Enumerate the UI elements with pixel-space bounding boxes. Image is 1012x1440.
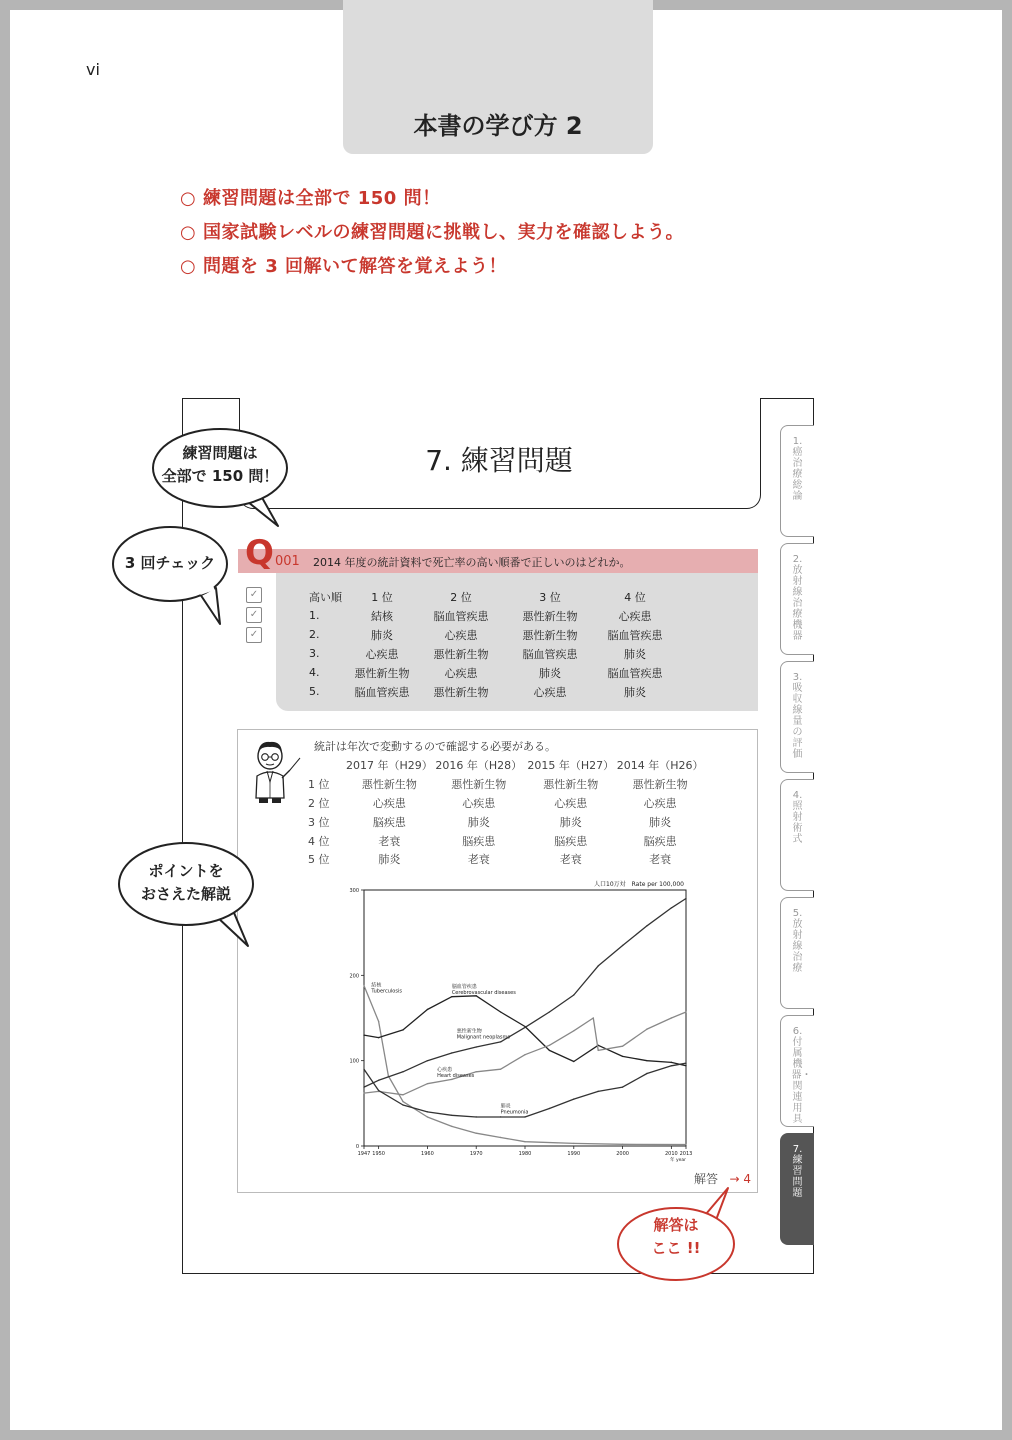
- series-5-point: [622, 1086, 623, 1087]
- e-cell: 心疾患: [554, 796, 588, 810]
- y-tick-label: 0: [355, 1144, 359, 1150]
- series-5-point: [500, 1116, 501, 1117]
- series-5-point: [524, 1116, 525, 1117]
- e-cell: 心疾患: [643, 796, 677, 810]
- e-cell: 悪性新生物: [543, 778, 599, 792]
- explanation-callout-text: [116, 860, 256, 906]
- explanation-intro: 統計は年次で変動するので確認する必要がある。: [314, 740, 556, 753]
- intro-bullet-2: ○ 国家試験レベルの練習問題に挑戦し、実力を確認しよう。: [180, 222, 684, 243]
- question-option-row: [309, 644, 681, 663]
- side-tab-1-num: 1.: [792, 436, 803, 447]
- series-3-point: [622, 945, 623, 946]
- x-tick-label: 1970: [469, 1151, 483, 1157]
- q-cell: 2.: [309, 628, 320, 641]
- q-header-cell: 高い順: [309, 590, 342, 604]
- answer-here-line-2: ここ !!: [651, 1239, 701, 1257]
- e-header-cell: [308, 756, 346, 775]
- series-1-point: [378, 1021, 379, 1022]
- series-1-point: [524, 1141, 525, 1142]
- mortality-line-chart: [338, 872, 703, 1164]
- series-2-point: [671, 1062, 672, 1063]
- q-cell: 悪性新生物: [433, 647, 489, 661]
- q-cell: 悪性新生物: [522, 609, 578, 623]
- y-tick-label: 100: [349, 1058, 359, 1065]
- question-letter: Q: [245, 533, 274, 573]
- q-cell: 5.: [309, 685, 320, 698]
- side-tab-3: [780, 661, 814, 773]
- e-cell: 脳疾患: [372, 815, 406, 829]
- q-cell: 心疾患: [533, 685, 567, 699]
- q-cell: 心疾患: [618, 609, 652, 623]
- q-cell: 結核: [371, 609, 393, 623]
- side-tab-7-num: 7.: [792, 1144, 803, 1155]
- series-1-point: [451, 1126, 452, 1127]
- series-label: 結核: [371, 982, 382, 989]
- series-2-point: [451, 996, 452, 997]
- x-tick-label: 1947: [357, 1151, 371, 1157]
- explanation-rank-row: [308, 812, 704, 831]
- e-header-cell: 2015 年（H27）: [527, 759, 615, 773]
- check-box-3: ✓: [246, 627, 262, 643]
- practice-count-line-2: 全部で 150 問！: [161, 467, 279, 485]
- chart-unit-label: 人口10万対 Rate per 100,000: [594, 881, 684, 888]
- series-4-point: [500, 1069, 501, 1070]
- side-tab-3-num: 3.: [792, 672, 803, 683]
- series-3-point: [549, 1011, 550, 1012]
- explanation-table-header: [308, 756, 704, 775]
- series-1-point: [500, 1137, 501, 1138]
- series-2-point: [549, 1050, 550, 1051]
- series-5-point: [549, 1108, 550, 1109]
- series-2-point: [378, 1037, 379, 1038]
- series-1-point: [622, 1144, 623, 1145]
- series-1-point: [476, 1133, 477, 1134]
- e-cell: 老衰: [378, 834, 401, 848]
- series-3-point: [402, 1071, 403, 1072]
- series-1-point: [427, 1116, 428, 1117]
- series-2-point: [427, 1009, 428, 1010]
- series-5-point: [402, 1104, 403, 1105]
- series-3-point: [597, 965, 598, 966]
- series-1-point: [573, 1143, 574, 1144]
- side-tab-4: [780, 779, 814, 891]
- check-box-1: ✓: [246, 587, 262, 603]
- e-cell: 老衰: [649, 853, 672, 867]
- practice-count-line-1: 練習問題は: [182, 444, 258, 462]
- series-4-point: [363, 1092, 364, 1093]
- series-5-point: [646, 1073, 647, 1074]
- q-cell: 3.: [309, 647, 320, 660]
- series-1-point: [685, 1144, 686, 1145]
- e-cell: 心疾患: [372, 796, 406, 810]
- answer-label: 解答: [694, 1172, 719, 1186]
- series-4-point: [646, 1028, 647, 1029]
- explanation-rank-row: [308, 794, 704, 813]
- series-label: Pneumonia: [500, 1109, 529, 1116]
- x-axis-label: 年 year: [670, 1158, 686, 1163]
- side-tab-7: [780, 1133, 814, 1245]
- series-label: 悪性新生物: [456, 1028, 482, 1035]
- side-tab-5-label: 放射線治療: [792, 919, 803, 974]
- series-4-point: [549, 1045, 550, 1046]
- series-3-point: [646, 925, 647, 926]
- page-title: 本書の学び方 2: [413, 112, 583, 140]
- e-cell: 2 位: [308, 796, 330, 810]
- e-cell: 悪性新生物: [632, 778, 688, 792]
- page-number: vi: [86, 60, 100, 79]
- q-cell: 肺炎: [539, 666, 561, 680]
- series-3-point: [363, 1086, 364, 1087]
- side-tab-2: [780, 543, 814, 655]
- side-tab-2-num: 2.: [792, 554, 803, 565]
- side-tab-5: [780, 897, 814, 1009]
- q-header-cell: 1 位: [371, 590, 393, 604]
- series-5-point: [685, 1063, 686, 1064]
- explanation-rank-row: [308, 831, 704, 850]
- q-cell: 肺炎: [371, 628, 393, 642]
- e-cell: 3 位: [308, 815, 330, 829]
- series-4-point: [685, 1011, 686, 1012]
- question-option-row: [309, 606, 681, 625]
- e-cell: 悪性新生物: [361, 778, 417, 792]
- series-label: Tuberculosis: [371, 988, 402, 995]
- question-table: [309, 587, 681, 701]
- explanation-box: [237, 729, 758, 1193]
- series-4-point: [593, 1017, 594, 1018]
- intro-bullet-1: ○ 練習問題は全部で 150 問！: [180, 188, 441, 209]
- e-cell: 1 位: [308, 778, 330, 792]
- series-3-point: [378, 1080, 379, 1081]
- series-2-point: [646, 1060, 647, 1061]
- question-number: 001: [275, 554, 300, 569]
- x-tick-label: 1980: [518, 1151, 532, 1157]
- series-4-point: [524, 1054, 525, 1055]
- e-cell: 心疾患: [462, 796, 496, 810]
- q-cell: 心疾患: [444, 666, 478, 680]
- x-tick-label: 2013: [679, 1151, 693, 1157]
- answer-number: 4: [743, 1172, 751, 1186]
- x-tick-label: 1950: [372, 1151, 386, 1157]
- explanation-callout-line-2: おさえた解説: [140, 885, 231, 903]
- q-cell: 脳血管疾患: [433, 609, 489, 623]
- series-4-point: [402, 1094, 403, 1095]
- e-cell: 5 位: [308, 853, 330, 867]
- series-2-point: [685, 1065, 686, 1066]
- answer-arrow: →: [729, 1172, 740, 1186]
- e-cell: 脳疾患: [643, 834, 677, 848]
- e-header-cell: 2016 年（H28）: [435, 759, 523, 773]
- series-2-point: [402, 1029, 403, 1030]
- series-4-point: [622, 1045, 623, 1046]
- series-label: Malignant neoplasms: [456, 1034, 510, 1041]
- series-5-point: [451, 1115, 452, 1116]
- series-1-point: [363, 985, 364, 986]
- side-tab-3-label: 吸収線量の評価: [792, 683, 803, 760]
- question-option-row: [309, 682, 681, 701]
- x-tick-label: 2000: [616, 1151, 629, 1157]
- e-header-cell: 2014 年（H26）: [616, 759, 704, 773]
- series-5-point: [378, 1090, 379, 1091]
- three-checks-callout-text: 3 回チェック: [124, 554, 216, 572]
- series-4-point: [427, 1083, 428, 1084]
- q-cell: 心疾患: [365, 647, 399, 661]
- e-cell: 悪性新生物: [451, 778, 507, 792]
- side-tab-2-label: 放射線治療機器: [792, 565, 803, 642]
- q-cell: 肺炎: [624, 685, 646, 699]
- explanation-callout-line-1: ポイントを: [148, 862, 224, 880]
- side-tab-6-label: 付属機器・関連用具: [791, 1037, 812, 1125]
- q-cell: 悪性新生物: [433, 685, 489, 699]
- practice-count-callout-text: [148, 442, 292, 488]
- series-3-point: [476, 1046, 477, 1047]
- side-tab-1-label: 癌治療総論: [792, 447, 803, 502]
- explanation-rank-row: [308, 850, 704, 869]
- e-cell: 老衰: [559, 853, 582, 867]
- series-4-point: [573, 1030, 574, 1031]
- series-label: Heart diseases: [437, 1072, 475, 1079]
- book-page: [10, 10, 1002, 1430]
- e-cell: 肺炎: [467, 815, 490, 829]
- series-3-point: [427, 1060, 428, 1061]
- q-cell: 脳血管疾患: [607, 628, 663, 642]
- side-tab-4-label: 照射術式: [792, 801, 803, 845]
- chapter-title: 7. 練習問題: [425, 444, 573, 477]
- series-5-point: [476, 1116, 477, 1117]
- series-1-point: [402, 1101, 403, 1102]
- question-option-row: [309, 625, 681, 644]
- series-label: 脳血管疾患: [451, 984, 477, 991]
- e-cell: 肺炎: [649, 815, 672, 829]
- series-5-point: [573, 1098, 574, 1099]
- series-4-point: [451, 1079, 452, 1080]
- series-3-point: [685, 898, 686, 899]
- e-header-cell: 2017 年（H29）: [346, 759, 433, 773]
- e-cell: 肺炎: [559, 815, 582, 829]
- series-5-point: [363, 1069, 364, 1070]
- series-2-point: [573, 1061, 574, 1062]
- explanation-rank-row: [308, 775, 704, 794]
- answer-link: [694, 1170, 751, 1187]
- x-tick-label: 1960: [421, 1151, 434, 1157]
- series-4-point: [476, 1071, 477, 1072]
- side-tab-1: [780, 425, 814, 537]
- answer-here-line-1: 解答は: [653, 1216, 699, 1234]
- series-5-point: [427, 1111, 428, 1112]
- intro-bullet-3: ○ 問題を 3 回解いて解答を覚えよう！: [180, 256, 508, 277]
- answer-here-callout-text: [614, 1214, 738, 1260]
- series-2-point: [363, 1034, 364, 1035]
- q-cell: 1.: [309, 609, 320, 622]
- q-header-cell: 4 位: [624, 590, 646, 604]
- q-cell: 心疾患: [444, 628, 478, 642]
- q-header-cell: 3 位: [539, 590, 561, 604]
- q-cell: 脳血管疾患: [354, 685, 410, 699]
- series-2-point: [500, 1011, 501, 1012]
- series-3-point: [671, 907, 672, 908]
- q-cell: 悪性新生物: [522, 628, 578, 642]
- question-option-row: [309, 663, 681, 682]
- q-header-cell: 2 位: [450, 590, 472, 604]
- series-4-point: [597, 1050, 598, 1051]
- doctor-illustration: [248, 738, 304, 808]
- series-5-point: [671, 1065, 672, 1066]
- side-tab-6-num: 6.: [792, 1026, 803, 1037]
- e-cell: 老衰: [467, 853, 490, 867]
- series-3-point: [524, 1027, 525, 1028]
- e-cell: 脳疾患: [554, 834, 588, 848]
- q-cell: 脳血管疾患: [607, 666, 663, 680]
- series-5-point: [597, 1091, 598, 1092]
- q-cell: 肺炎: [624, 647, 646, 661]
- side-tab-6: [780, 1015, 814, 1127]
- side-tab-4-num: 4.: [792, 790, 803, 801]
- side-tab-7-label: 練習問題: [792, 1155, 803, 1199]
- question-table-header: [309, 587, 681, 606]
- series-2-point: [622, 1056, 623, 1057]
- e-cell: 肺炎: [378, 853, 401, 867]
- series-4-point: [671, 1017, 672, 1018]
- q-cell: 悪性新生物: [354, 666, 410, 680]
- q-cell: 脳血管疾患: [522, 647, 578, 661]
- three-checks-callout: [110, 522, 240, 628]
- explanation-table: [308, 756, 704, 869]
- check-box-2: ✓: [246, 607, 262, 623]
- series-label: 肺炎: [500, 1103, 511, 1110]
- x-tick-label: 1990: [567, 1151, 581, 1157]
- e-cell: 脳疾患: [462, 834, 496, 848]
- q-cell: 4.: [309, 666, 320, 679]
- y-tick-label: 300: [349, 888, 359, 894]
- series-label: 心疾患: [437, 1066, 453, 1073]
- y-tick-label: 200: [349, 973, 359, 980]
- series-3-point: [451, 1052, 452, 1053]
- series-label: Cerebrovascular diseases: [451, 990, 516, 997]
- side-tab-5-num: 5.: [792, 908, 803, 919]
- series-3-point: [573, 994, 574, 995]
- series-3-point: [500, 1041, 501, 1042]
- e-cell: 4 位: [308, 834, 330, 848]
- x-tick-label: 2010: [664, 1151, 678, 1157]
- question-text: 2014 年度の統計資料で死亡率の高い順番で正しいのはどれか。: [313, 556, 631, 569]
